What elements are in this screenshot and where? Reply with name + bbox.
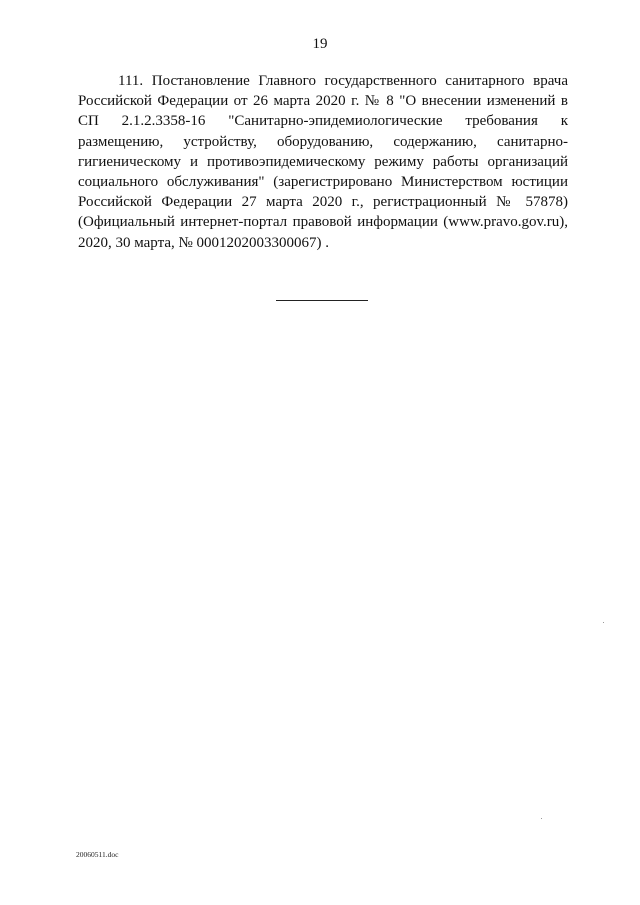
- footer-filename: 20060511.doc: [76, 850, 119, 859]
- document-paragraph: 111. Постановление Главного государственного санитарного врача Российской Федерации от 26 марта 2020 г. № 8 "О внесении изменений в СП 2.1.2.3358-16 "Санитарно-эпидемиологические требования к размещению, устройству, оборудованию, содержанию, санитарно-гигиеническому и противоэпидемическому режиму работы организаций социального обслуживания" (зарегистрировано Министерством юстиции Российской Федерации 27 марта 2020 г., регистрационный № 57878) (Официальный интернет-портал правовой информации (www.pravo.gov.ru), 2020, 30 марта, № 0001202003300067) .: [78, 73, 568, 251]
- scan-speck: [603, 622, 604, 623]
- separator-line: [276, 300, 368, 301]
- page-number: 19: [312, 36, 328, 52]
- scan-speck: [541, 818, 542, 819]
